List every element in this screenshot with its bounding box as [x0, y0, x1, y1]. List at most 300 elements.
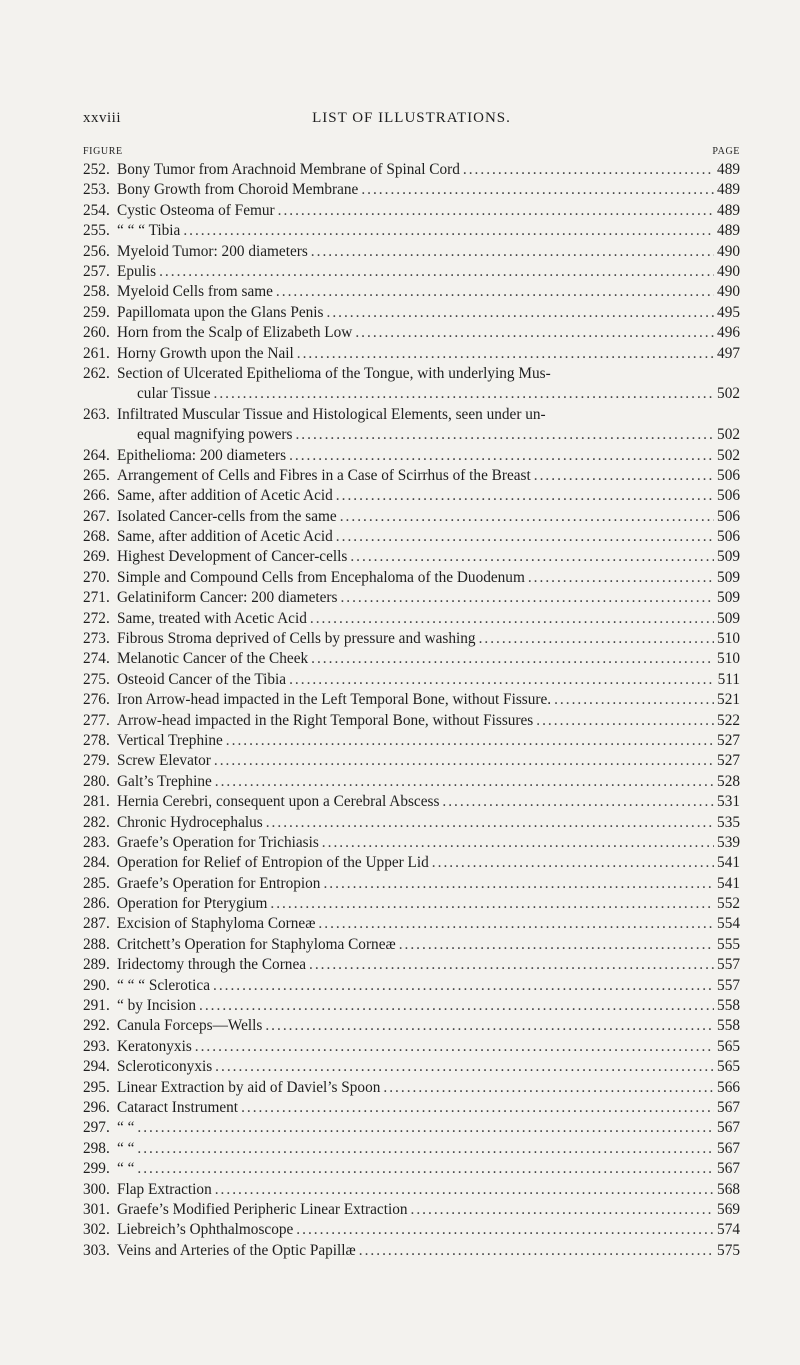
entry-body — [117, 1241, 740, 1261]
figure-number: 279. — [83, 752, 110, 770]
list-item — [83, 1098, 740, 1118]
figure-number: 255. — [83, 222, 110, 240]
dot-leader — [295, 425, 714, 445]
figure-title: Same, after addition of Acetic Acid — [117, 487, 333, 505]
list-item — [83, 853, 740, 873]
list-item — [83, 282, 740, 302]
figure-number: 275. — [83, 670, 110, 688]
page-number: 554 — [717, 915, 740, 933]
dot-leader — [214, 751, 714, 771]
page-number: 509 — [717, 609, 740, 627]
page-number: 557 — [717, 956, 740, 974]
dot-leader — [199, 996, 714, 1016]
entry-line — [117, 1159, 740, 1179]
page-number: 566 — [717, 1078, 740, 1096]
figure-number: 288. — [83, 935, 110, 953]
page-number: 502 — [717, 446, 740, 464]
entry-line-continued — [117, 384, 740, 404]
figure-title: Epulis — [117, 262, 157, 280]
figure-title: “ “ “ Tibia — [117, 222, 181, 240]
page-number: 527 — [717, 731, 740, 749]
dot-leader — [137, 1118, 714, 1138]
page-number: 521 — [717, 691, 740, 709]
figure-number: 296. — [83, 1099, 110, 1116]
dot-leader — [297, 344, 714, 364]
entry-line — [117, 180, 740, 200]
list-item — [83, 160, 740, 180]
figure-title: Cystic Osteoma of Femur — [117, 201, 275, 219]
figure-title: Operation for Pterygium — [117, 895, 268, 913]
figure-number: 297. — [83, 1119, 110, 1137]
entry-body — [117, 201, 740, 221]
dot-leader — [442, 792, 714, 812]
list-item — [83, 731, 740, 751]
figure-number: 280. — [83, 772, 110, 790]
entry-body — [117, 813, 740, 833]
list-item — [83, 996, 740, 1016]
figure-title: Operation for Relief of Entropion of the Upper Lid — [117, 854, 429, 872]
list-item — [83, 813, 740, 833]
figure-title: Vertical Trephine — [117, 731, 223, 749]
page-number: 510 — [717, 650, 740, 668]
page-number: 489 — [717, 161, 740, 178]
entry-line — [117, 731, 740, 751]
entry-line — [117, 690, 740, 710]
figure-number: 268. — [83, 528, 110, 546]
dot-leader — [266, 813, 714, 833]
page-number: 557 — [717, 976, 740, 994]
entry-body — [117, 446, 740, 466]
dot-leader — [241, 1098, 714, 1118]
figure-number: 261. — [83, 344, 110, 362]
list-item — [83, 609, 740, 629]
figure-title: Critchett’s Operation for Staphyloma Corneæ — [117, 935, 396, 953]
entry-body — [117, 853, 740, 873]
figure-title: Same, after addition of Acetic Acid — [117, 528, 333, 546]
entry-line — [117, 670, 740, 690]
illustration-list — [83, 160, 740, 1261]
entry-body — [117, 976, 740, 996]
dot-leader — [340, 588, 714, 608]
entry-line-continued — [117, 425, 740, 445]
entry-body — [117, 344, 740, 364]
entry-body — [117, 914, 740, 934]
list-item — [83, 792, 740, 812]
list-item — [83, 649, 740, 669]
list-item — [83, 323, 740, 343]
figure-number: 264. — [83, 446, 110, 464]
page-number: 558 — [717, 1017, 740, 1035]
dot-leader — [310, 609, 714, 629]
page-number: 489 — [717, 181, 740, 199]
list-item — [83, 262, 740, 282]
entry-body — [117, 364, 740, 405]
figure-number: 252. — [83, 161, 110, 178]
entry-body — [117, 711, 740, 731]
entry-line — [117, 813, 740, 833]
entry-line — [117, 914, 740, 934]
entry-body — [117, 874, 740, 894]
entry-line — [117, 242, 740, 262]
entry-body — [117, 568, 740, 588]
entry-line — [117, 323, 740, 343]
entry-line — [117, 609, 740, 629]
figure-number: 285. — [83, 874, 110, 892]
page-number: 567 — [717, 1139, 740, 1157]
entry-body — [117, 751, 740, 771]
entry-body — [117, 1220, 740, 1240]
page-number: 528 — [717, 772, 740, 790]
entry-body — [117, 323, 740, 343]
entry-body — [117, 670, 740, 690]
page-number: 510 — [717, 630, 740, 648]
list-item — [83, 690, 740, 710]
entry-line — [117, 711, 740, 731]
figure-title: Iridectomy through the Cornea — [117, 956, 307, 974]
entry-line — [117, 1098, 740, 1118]
dot-leader — [399, 935, 714, 955]
figure-title: Linear Extraction by aid of Daviel’s Spoon — [117, 1078, 381, 1096]
figure-title: Isolated Cancer-cells from the same — [117, 507, 337, 525]
page-number: 495 — [717, 303, 740, 321]
figure-title-continued: equal magnifying powers — [137, 426, 293, 444]
figure-title: Canula Forceps—Wells — [117, 1017, 263, 1035]
page-number: 506 — [717, 487, 740, 505]
dot-leader — [554, 690, 714, 710]
entry-line — [117, 282, 740, 302]
entry-line — [117, 547, 740, 567]
entry-body — [117, 935, 740, 955]
figure-number: 256. — [83, 242, 110, 260]
list-item — [83, 507, 740, 527]
entry-body — [117, 547, 740, 567]
page-number: 489 — [717, 201, 740, 219]
entry-body — [117, 1200, 740, 1220]
entry-body — [117, 772, 740, 792]
entry-body — [117, 1057, 740, 1077]
entry-line — [117, 1241, 740, 1261]
entry-line — [117, 446, 740, 466]
list-item — [83, 894, 740, 914]
entry-line — [117, 1078, 740, 1098]
dot-leader — [336, 527, 714, 547]
figure-title: Osteoid Cancer of the Tibia — [117, 670, 287, 688]
page-number: 509 — [717, 589, 740, 607]
dot-leader — [270, 894, 714, 914]
list-item — [83, 588, 740, 608]
page-number: 568 — [717, 1180, 740, 1198]
page-number: 555 — [717, 935, 740, 953]
dot-leader — [411, 1200, 715, 1220]
list-item — [83, 1057, 740, 1077]
list-item — [83, 1078, 740, 1098]
figure-title: “ “ — [117, 1119, 135, 1137]
list-item — [83, 1180, 740, 1200]
entry-line — [117, 976, 740, 996]
dot-leader — [296, 1220, 714, 1240]
entry-line — [117, 364, 740, 384]
list-item — [83, 364, 740, 405]
figure-title: Liebreich’s Ophthalmoscope — [117, 1221, 294, 1239]
figure-title: Melanotic Cancer of the Cheek — [117, 650, 309, 668]
entry-body — [117, 1159, 740, 1179]
entry-body — [117, 1118, 740, 1138]
figure-title: Scleroticonyxis — [117, 1058, 213, 1076]
entry-line — [117, 1139, 740, 1159]
figure-number: 257. — [83, 262, 110, 280]
list-item — [83, 1220, 740, 1240]
dot-leader — [276, 282, 714, 302]
list-item — [83, 405, 740, 446]
figure-number: 254. — [83, 201, 110, 219]
page-number: 509 — [717, 548, 740, 566]
figure-title: Excision of Staphyloma Corneæ — [117, 915, 316, 933]
dot-leader — [159, 262, 714, 282]
list-item — [83, 1037, 740, 1057]
entry-line — [117, 507, 740, 527]
dot-leader — [311, 649, 714, 669]
figure-title: Myeloid Cells from same — [117, 283, 273, 301]
figure-number: 301. — [83, 1200, 110, 1218]
entry-body — [117, 1037, 740, 1057]
list-item — [83, 1118, 740, 1138]
list-item — [83, 955, 740, 975]
entry-line — [117, 649, 740, 669]
running-head — [83, 110, 740, 130]
entry-body — [117, 609, 740, 629]
page-number: 575 — [717, 1241, 740, 1259]
figure-title: Cataract Instrument — [117, 1099, 239, 1116]
entry-body — [117, 955, 740, 975]
figure-title: “ “ — [117, 1160, 135, 1178]
entry-body — [117, 180, 740, 200]
page-number: 574 — [717, 1221, 740, 1239]
figure-title: Myeloid Tumor: 200 diameters — [117, 242, 308, 260]
entry-body — [117, 303, 740, 323]
figure-number: 286. — [83, 895, 110, 913]
entry-line — [117, 344, 740, 364]
figure-number: 289. — [83, 956, 110, 974]
page-number: 565 — [717, 1058, 740, 1076]
page-number: 497 — [717, 344, 740, 362]
page-number: 509 — [717, 568, 740, 586]
dot-leader — [479, 629, 714, 649]
entry-body — [117, 507, 740, 527]
figure-number: 281. — [83, 793, 110, 811]
list-item — [83, 466, 740, 486]
figure-title: Galt’s Trephine — [117, 772, 212, 790]
page-number: 502 — [717, 385, 740, 403]
page-number: 490 — [717, 242, 740, 260]
page-number: 552 — [717, 895, 740, 913]
entry-body — [117, 629, 740, 649]
list-item — [83, 976, 740, 996]
entry-line — [117, 221, 740, 241]
figure-column-heading: FIGURE — [83, 146, 123, 157]
figure-title: Arrangement of Cells and Fibres in a Case of Scirrhus of the Breast — [117, 466, 531, 484]
figure-title: Simple and Compound Cells from Encephaloma of the Duodenum — [117, 568, 525, 586]
entry-body — [117, 282, 740, 302]
entry-line — [117, 935, 740, 955]
entry-line — [117, 874, 740, 894]
list-item — [83, 914, 740, 934]
figure-title: Horn from the Scalp of Elizabeth Low — [117, 324, 353, 342]
entry-line — [117, 853, 740, 873]
dot-leader — [534, 466, 714, 486]
entry-line — [117, 751, 740, 771]
figure-number: 259. — [83, 303, 110, 321]
dot-leader — [137, 1139, 714, 1159]
dot-leader — [359, 1241, 714, 1261]
entry-line — [117, 996, 740, 1016]
figure-title: Veins and Arteries of the Optic Papillæ — [117, 1241, 356, 1259]
figure-title: Bony Growth from Choroid Membrane — [117, 181, 359, 199]
figure-number: 300. — [83, 1180, 110, 1198]
column-headings — [83, 146, 740, 160]
page-number: 565 — [717, 1037, 740, 1055]
entry-line — [117, 772, 740, 792]
entry-line — [117, 1200, 740, 1220]
entry-line — [117, 160, 740, 180]
page-number: 567 — [717, 1119, 740, 1137]
entry-line — [117, 1037, 740, 1057]
dot-leader — [215, 1057, 714, 1077]
entry-body — [117, 486, 740, 506]
figure-title: Fibrous Stroma deprived of Cells by pressure and washing — [117, 630, 476, 648]
dot-leader — [340, 507, 714, 527]
entry-body — [117, 1016, 740, 1036]
entry-line — [117, 894, 740, 914]
entry-body — [117, 588, 740, 608]
figure-number: 283. — [83, 833, 110, 851]
figure-title-continued: cular Tissue — [137, 385, 211, 403]
dot-leader — [226, 731, 714, 751]
entry-line — [117, 955, 740, 975]
figure-title: Chronic Hydrocephalus — [117, 813, 263, 831]
figure-title: Hernia Cerebri, consequent upon a Cerebral Abscess — [117, 793, 440, 811]
figure-number: 265. — [83, 466, 110, 484]
entry-body — [117, 1078, 740, 1098]
figure-title: Bony Tumor from Arachnoid Membrane of Spinal Cord — [117, 161, 460, 178]
page-number: 541 — [717, 854, 740, 872]
list-item — [83, 303, 740, 323]
entry-body — [117, 1180, 740, 1200]
page-number: 496 — [717, 324, 740, 342]
figure-title: Graefe’s Operation for Trichiasis — [117, 833, 319, 851]
page-column-heading: PAGE — [712, 146, 740, 157]
figure-title: Papillomata upon the Glans Penis — [117, 303, 324, 321]
entry-body — [117, 405, 740, 446]
dot-leader — [215, 772, 714, 792]
list-item — [83, 1241, 740, 1261]
figure-number: 299. — [83, 1160, 110, 1178]
list-item — [83, 833, 740, 853]
figure-number: 266. — [83, 487, 110, 505]
page-number: 539 — [717, 833, 740, 851]
page-number: 569 — [717, 1200, 740, 1218]
figure-number: 260. — [83, 324, 110, 342]
figure-number: 287. — [83, 915, 110, 933]
figure-number: 263. — [83, 405, 110, 423]
entry-line — [117, 262, 740, 282]
figure-number: 294. — [83, 1058, 110, 1076]
running-head-title: LIST OF ILLUSTRATIONS. — [312, 110, 511, 126]
figure-title: Flap Extraction — [117, 1180, 212, 1198]
dot-leader — [327, 303, 715, 323]
figure-number: 270. — [83, 568, 110, 586]
entry-body — [117, 160, 740, 180]
entry-body — [117, 527, 740, 547]
figure-number: 273. — [83, 630, 110, 648]
page-number: 527 — [717, 752, 740, 770]
list-item — [83, 201, 740, 221]
page-number: 522 — [717, 711, 740, 729]
list-item — [83, 751, 740, 771]
list-item — [83, 772, 740, 792]
figure-title: Graefe’s Operation for Entropion — [117, 874, 321, 892]
dot-leader — [350, 547, 714, 567]
figure-number: 262. — [83, 364, 110, 382]
list-item — [83, 486, 740, 506]
entry-line — [117, 201, 740, 221]
page-number: 567 — [717, 1160, 740, 1178]
entry-line — [117, 588, 740, 608]
dot-leader — [318, 914, 714, 934]
entry-body — [117, 690, 740, 710]
figure-title: Section of Ulcerated Epithelioma of the Tongue, with underlying Mus- — [117, 364, 551, 382]
entry-body — [117, 792, 740, 812]
entry-body — [117, 1139, 740, 1159]
page-number: 506 — [717, 507, 740, 525]
list-item — [83, 629, 740, 649]
entry-line — [117, 486, 740, 506]
figure-title: “ “ — [117, 1139, 135, 1157]
figure-title: Screw Elevator — [117, 752, 211, 770]
figure-number: 258. — [83, 283, 110, 301]
page-number: 558 — [717, 997, 740, 1015]
figure-number: 298. — [83, 1139, 110, 1157]
figure-title: “ “ “ Sclerotica — [117, 976, 210, 994]
list-item — [83, 1159, 740, 1179]
page-number: 490 — [717, 262, 740, 280]
dot-leader — [323, 874, 714, 894]
entry-line — [117, 568, 740, 588]
figure-number: 277. — [83, 711, 110, 729]
figure-title: Epithelioma: 200 diameters — [117, 446, 287, 464]
entry-line — [117, 629, 740, 649]
entry-line — [117, 1118, 740, 1138]
list-item — [83, 935, 740, 955]
dot-leader — [536, 711, 714, 731]
figure-number: 269. — [83, 548, 110, 566]
dot-leader — [183, 221, 714, 241]
page-number: 567 — [717, 1099, 740, 1116]
figure-number: 274. — [83, 650, 110, 668]
figure-number: 292. — [83, 1017, 110, 1035]
entry-line — [117, 303, 740, 323]
entry-line — [117, 1220, 740, 1240]
figure-title: Graefe’s Modified Peripheric Linear Extraction — [117, 1200, 408, 1218]
figure-number: 272. — [83, 609, 110, 627]
entry-line — [117, 792, 740, 812]
dot-leader — [195, 1037, 714, 1057]
entry-body — [117, 242, 740, 262]
entry-body — [117, 833, 740, 853]
dot-leader — [355, 323, 714, 343]
entry-line — [117, 1057, 740, 1077]
list-item — [83, 568, 740, 588]
list-item — [83, 221, 740, 241]
